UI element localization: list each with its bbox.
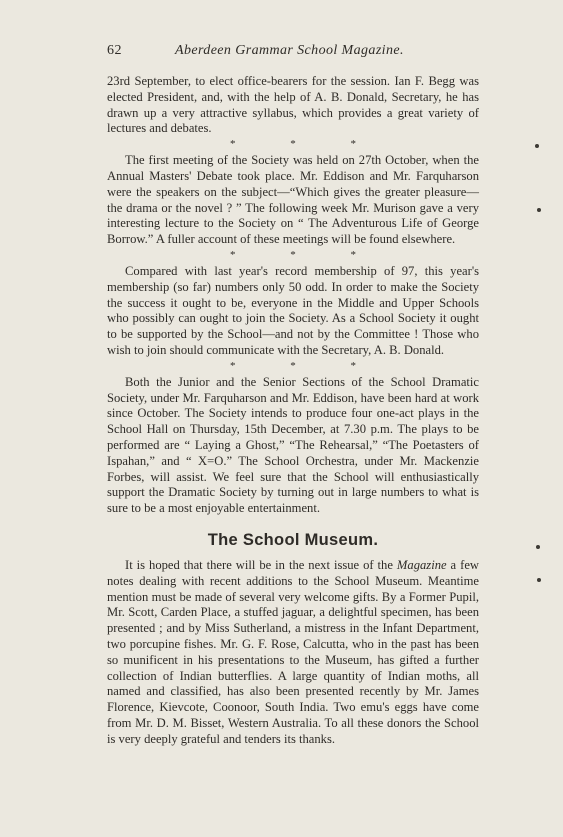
page-number: 62 (107, 43, 122, 58)
magazine-italic: Magazine (396, 557, 447, 572)
section-separator: * * * (230, 138, 382, 151)
paragraph-dramatic-society: Both the Junior and the Senior Sections of the School Dramatic Society, under Mr. Farquharson and Mr. Eddison, have been hard at work since October. The Society intends to produce four one-act plays in the School Hall on Thursday, 15th December, at 7.30 p.m. The plays to be performed are “ Laying a Ghost,” “The Rehearsal,” “The Poetasters of Ispahan,” and “ X=O.” The School Orchestra, under Mr. Mackenzie Forbes, will assist. We feel sure that the School will enthusiastically support the Dramatic Society by turning out in large numbers to what is sure to be a most enjoyable entertainment. (107, 374, 479, 516)
museum-text-rest: a few notes dealing with recent additions to the School Museum. Meantime mention must be made of several very welcome gifts. By a Former Pupil, Mr. Scott, Carden Place, a stuffed jaguar, a delightful specimen, has been presented ; and by Miss Sutherland, a mistress in the Infant Department, two porcupine fishes. Mr. G. F. Rose, Calcutta, who in the past has been so munificent in his presentations to the Museum, has gifted a further collection of Indian butterflies. A large quantity of Indian moths, all named and classified, has also been presented recently by Mr. James Florence, Kievcote, Coonoor, South India. Two emu's eggs have come from Mr. D. M. Bisset, Western Australia. To all these donors the School is very deeply grateful and tenders its thanks. (107, 557, 479, 746)
margin-dot-mark (537, 578, 541, 582)
running-head (107, 43, 477, 63)
paragraph-literary-society-election: 23rd September, to elect office-bearers for the session. Ian F. Begg was elected President, and, with the help of A. B. Donald, Secretary, he has drawn up a very attractive syllabus, which provides a great variety of lectures and debates. (107, 74, 479, 136)
margin-dot-mark (536, 545, 540, 549)
margin-dot-mark (537, 208, 541, 212)
section-separator: * * * (230, 248, 382, 261)
museum-text-start: It is hoped that there will be in the next issue of the (125, 557, 397, 572)
section-separator: * * * (230, 359, 382, 372)
paragraph-museum (107, 558, 479, 748)
paragraph-first-meeting: The first meeting of the Society was held on 27th October, when the Annual Masters' Debate took place. Mr. Eddison and Mr. Farquharson were the speakers on the subject—“Which gives the greater pleasure—the drama or the novel ? ” The following week Mr. Murison gave a very interesting lecture to the Society on “ The Adventurous Life of George Borrow.” A fuller account of these meetings will be found elsewhere. (107, 153, 479, 247)
article-body (107, 74, 479, 747)
museum-heading: The School Museum. (207, 530, 379, 549)
journal-title: Aberdeen Grammar School Magazine. (175, 43, 404, 58)
paragraph-membership: Compared with last year's record membership of 97, this year's membership (so far) numbers only 50 odd. In order to make the Society the success it ought to be, everyone in the Middle and Upper Schools who possibly can ought to join the Society. As a School Society it ought to be supported by the School—and not by the Committee ! Those who wish to join should communicate with the Secretary, A. B. Donald. (107, 263, 479, 357)
margin-dot-mark (535, 144, 539, 148)
